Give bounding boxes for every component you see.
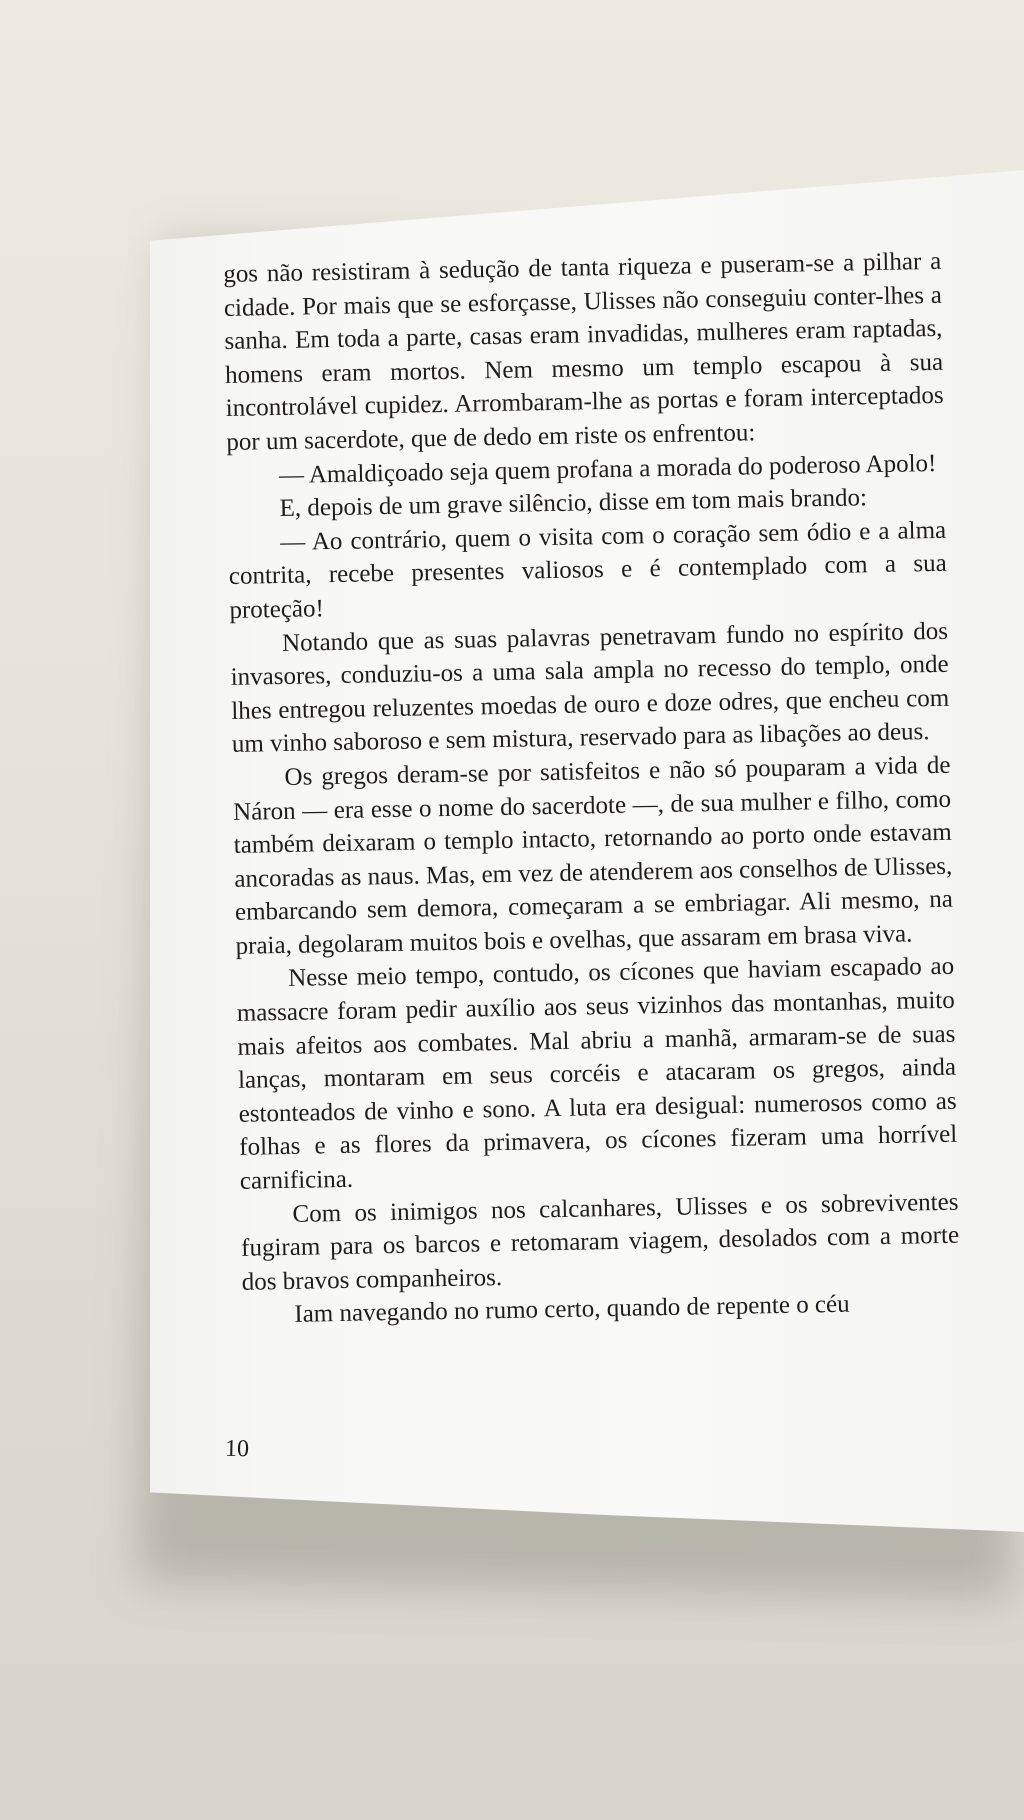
paragraph-7: Nesse meio tempo, contudo, os cícones que haviam escapado ao massacre foram pedir auxílio aos seus vizinhos das montanhas, muito mais afeitos aos combates. Mal abriu a manhã, armaram-se de suas lanças, montaram em seus corcéis e atacaram os gregos, ainda estonteados de vinho e sono. A luta era desigual: numerosos como as folhas e as flores da primavera, os cícones fizeram uma horrível carnificina. xyxy=(236,953,958,1195)
paragraph-1: gos não resistiram à sedução de tanta riqueza e puseram-se a pilhar a cidade. Por mais que se esforçasse, Ulisses não conseguiu conter-lhes a sanha. Em toda a parte, casas eram invadidas, mulheres eram raptadas, homens eram mortos. Nem mesmo um templo escapou à sua incontrolável cupidez. Arrombaram-lhe as portas e foram interceptados por um sacerdote, que de dedo em riste os enfrentou: xyxy=(223,247,944,456)
paragraph-5: Notando que as suas palavras penetravam fundo no espírito dos invasores, conduziu-os a uma sala ampla no recesso do templo, onde lhes entregou reluzentes moedas de ouro e doze odres, que encheu com um vinho saboroso e sem mistura, reservado para as libações ao deus. xyxy=(230,617,950,759)
paragraph-2: — Amaldiçoado seja quem profana a morada do poderoso Apolo! xyxy=(278,449,937,489)
page-number: 10 xyxy=(224,1435,250,1463)
paragraph-3: E, depois de um grave silêncio, disse em tom mais brando: xyxy=(279,484,868,523)
page-text xyxy=(223,245,961,1333)
paragraph-6: Os gregos deram-se por satisfeitos e não só pouparam a vida de Náron — era esse o nome do sacerdote —, de sua mulher e filho, como também deixaram o templo intacto, retornando ao porto onde estavam ancoradas as naus. Mas, em vez de atenderem aos conselhos de Ulisses, embarcando sem demora, começaram a se embriagar. Ali mesmo, na praia, degolaram muitos bois e ovelhas, que assaram em brasa viva. xyxy=(232,751,954,960)
paragraph-4: — Ao contrário, quem o visita com o coração sem ódio e a alma contrita, recebe presentes valiosos e é contemplado com a sua proteção! xyxy=(228,516,947,624)
paragraph-8: Com os inimigos nos calcanhares, Ulisses e os sobreviventes fugiram para os barcos e retomaram viagem, desolados com a morte dos bravos companheiros. xyxy=(240,1188,960,1296)
paragraph-9: Iam navegando no rumo certo, quando de repente o céu xyxy=(294,1291,850,1329)
